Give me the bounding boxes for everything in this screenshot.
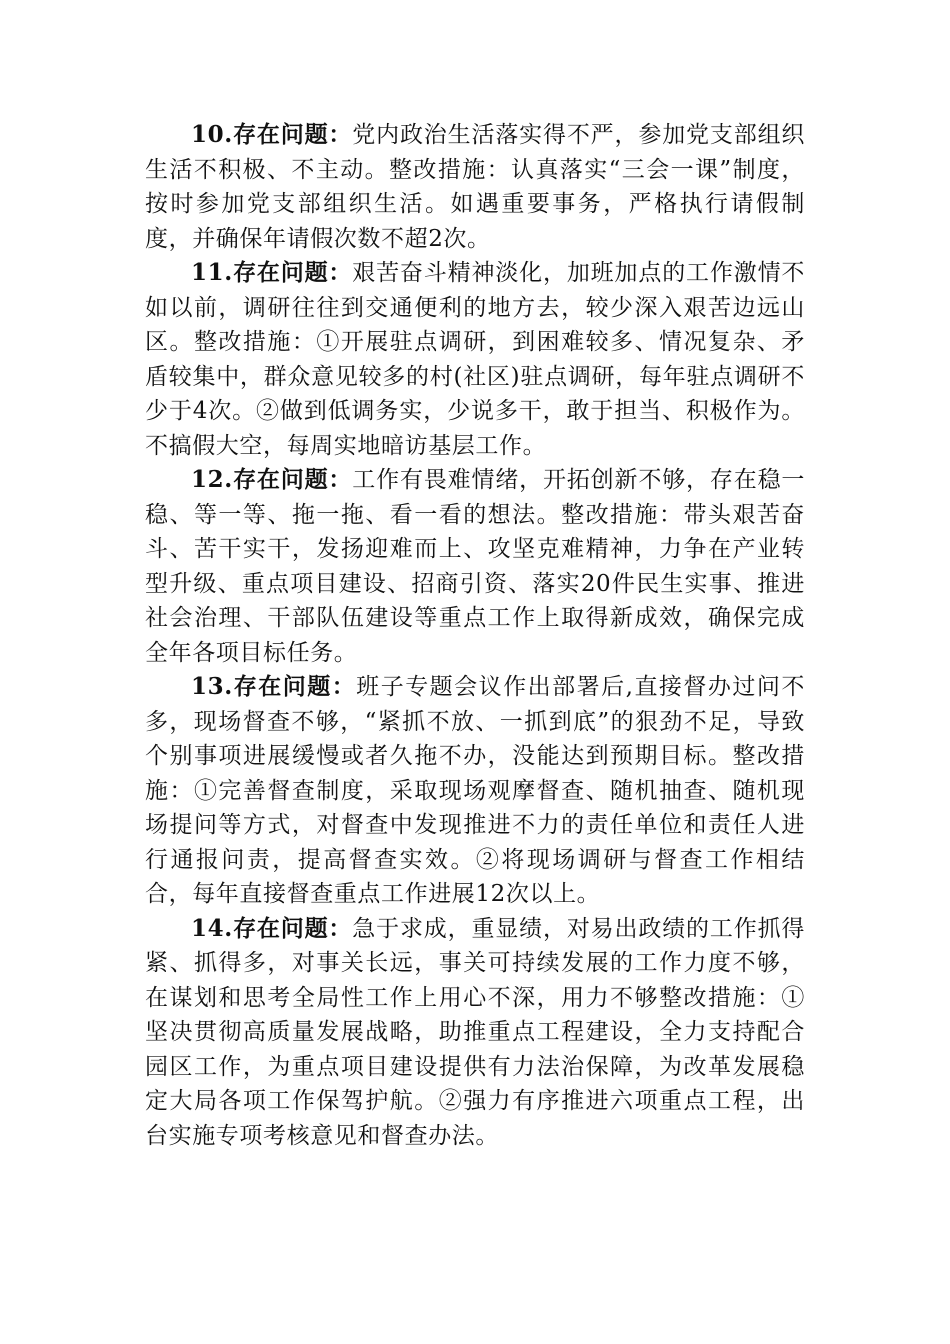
problem-label: 存在问题：	[232, 466, 353, 493]
paragraph-14	[145, 912, 805, 1154]
problem-label: 存在问题：	[232, 914, 353, 942]
paragraph-text: 党内政治生活落实得不严，参加党支部组织生活不积极、不主动。整改措施：认真落实“三会一课”制度，按时参加党支部组织生活。如遇重要事务，严格执行请假制度，并确保年请假次数不超2次。	[145, 122, 806, 252]
paragraph-13	[145, 670, 805, 912]
paragraph-12	[145, 463, 805, 670]
problem-label: 存在问题：	[232, 673, 357, 700]
item-number: 11.	[191, 259, 233, 286]
item-number: 13.	[191, 673, 233, 700]
paragraph-text: 急于求成，重显绩，对易出政绩的工作抓得紧、抓得多，对事关长远，事关可持续发展的工作力度不够，在谋划和思考全局性工作上用心不深，用力不够整改措施：①坚决贯彻高质量发展战略，助推重点工程建设，全力支持配合园区工作，为重点项目建设提供有力法治保障，为改革发展稳定大局各项工作保驾护航。②强力有序推进六项重点工程，出台实施专项考核意见和督查办法。	[145, 915, 806, 1149]
paragraph-11	[145, 256, 805, 463]
document-body	[145, 118, 805, 1153]
paragraph-text: 工作有畏难情绪，开拓创新不够，存在稳一稳、等一等、拖一拖、看一看的想法。整改措施：带头艰苦奋斗、苦干实干，发扬迎难而上、攻坚克难精神，力争在产业转型升级、重点项目建设、招商引资、落实20件民生实事、推进社会治理、干部队伍建设等重点工作上取得新成效，确保完成全年各项目标任务。	[145, 467, 806, 666]
item-number: 10.	[191, 121, 233, 148]
problem-label: 存在问题：	[232, 259, 353, 286]
item-number: 12.	[191, 466, 233, 493]
paragraph-10	[145, 118, 805, 256]
paragraph-text: 班子专题会议作出部署后,直接督办过问不多，现场督查不够，“紧抓不放、一抓到底”的狠劲不足，导致个别事项进展缓慢或者久拖不办，没能达到预期目标。整改措施：①完善督查制度，采取现场观摩督查、随机抽查、随机现场提问等方式，对督查中发现推进不力的责任单位和责任人进行通报问责，提高督查实效。②将现场调研与督查工作相结合，每年直接督查重点工作进展12次以上。	[145, 674, 806, 907]
paragraph-text: 艰苦奋斗精神淡化，加班加点的工作激情不如以前，调研往往到交通便利的地方去，较少深入艰苦边远山区。整改措施：①开展驻点调研，到困难较多、情况复杂、矛盾较集中，群众意见较多的村(社区)驻点调研，每年驻点调研不少于4次。②做到低调务实，少说多干，敢于担当、积极作为。不搞假大空，每周实地暗访基层工作。	[145, 260, 806, 459]
item-number: 14.	[191, 914, 233, 942]
problem-label: 存在问题：	[232, 121, 353, 148]
